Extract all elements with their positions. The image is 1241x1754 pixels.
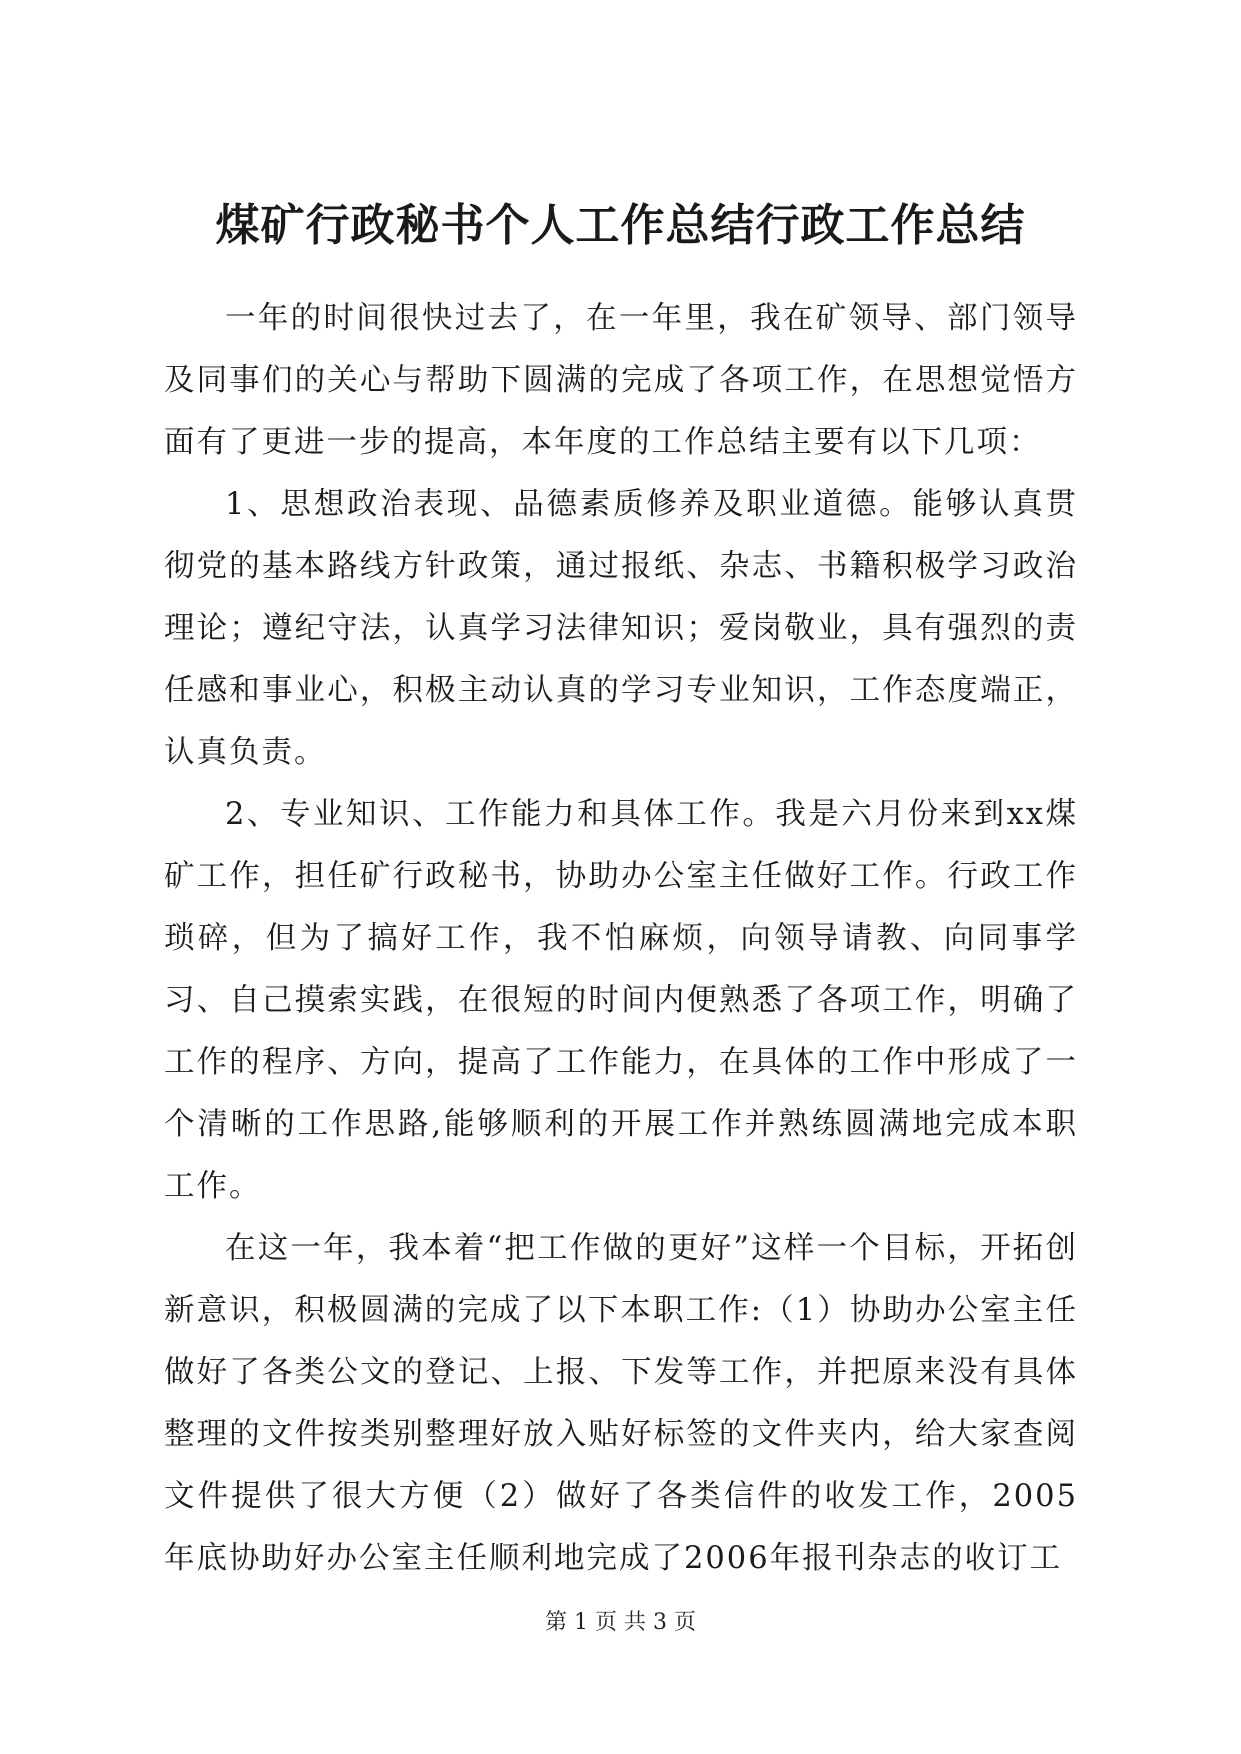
paragraph-section-2: 2、专业知识、工作能力和具体工作。我是六月份来到xx煤矿工作，担任矿行政秘书，协助办公室主任做好工作。行政工作琐碎，但为了搞好工作，我不怕麻烦，向领导请教、向同事学习、自己摸索实践，在很短的时间内便熟悉了各项工作，明确了工作的程序、方向，提高了工作能力，在具体的工作中形成了一个清晰的工作思路,能够顺利的开展工作并熟练圆满地完成本职工作。 <box>164 797 1078 1204</box>
paragraph-intro: 一年的时间很快过去了，在一年里，我在矿领导、部门领导及同事们的关心与帮助下圆满的完成了各项工作，在思想觉悟方面有了更进一步的提高，本年度的工作总结主要有以下几项： <box>164 301 1078 460</box>
paragraph-section-3: 在这一年，我本着“把工作做的更好”这样一个目标，开拓创新意识，积极圆满的完成了以下本职工作:（1）协助办公室主任做好了各类公文的登记、上报、下发等工作，并把原来没有具体整理的文件按类别整理好放入贴好标签的文件夹内，给大家查阅文件提供了很大方便（2）做好了各类信件的收发工作，2005年底协助好办公室主任顺利地完成了2006年报刊杂志的收订工 <box>164 1231 1078 1576</box>
paragraph-section-1: 1、思想政治表现、品德素质修养及职业道德。能够认真贯彻党的基本路线方针政策，通过报纸、杂志、书籍积极学习政治理论；遵纪守法，认真学习法律知识；爱岗敬业，具有强烈的责任感和事业心，积极主动认真的学习专业知识，工作态度端正，认真负责。 <box>164 487 1078 770</box>
document-body <box>164 288 1078 1590</box>
page-number-label: 第 1 页 共 3 页 <box>545 1610 696 1635</box>
page-number-footer <box>0 1608 1241 1638</box>
document-title: 煤矿行政秘书个人工作总结行政工作总结 <box>215 200 1026 251</box>
